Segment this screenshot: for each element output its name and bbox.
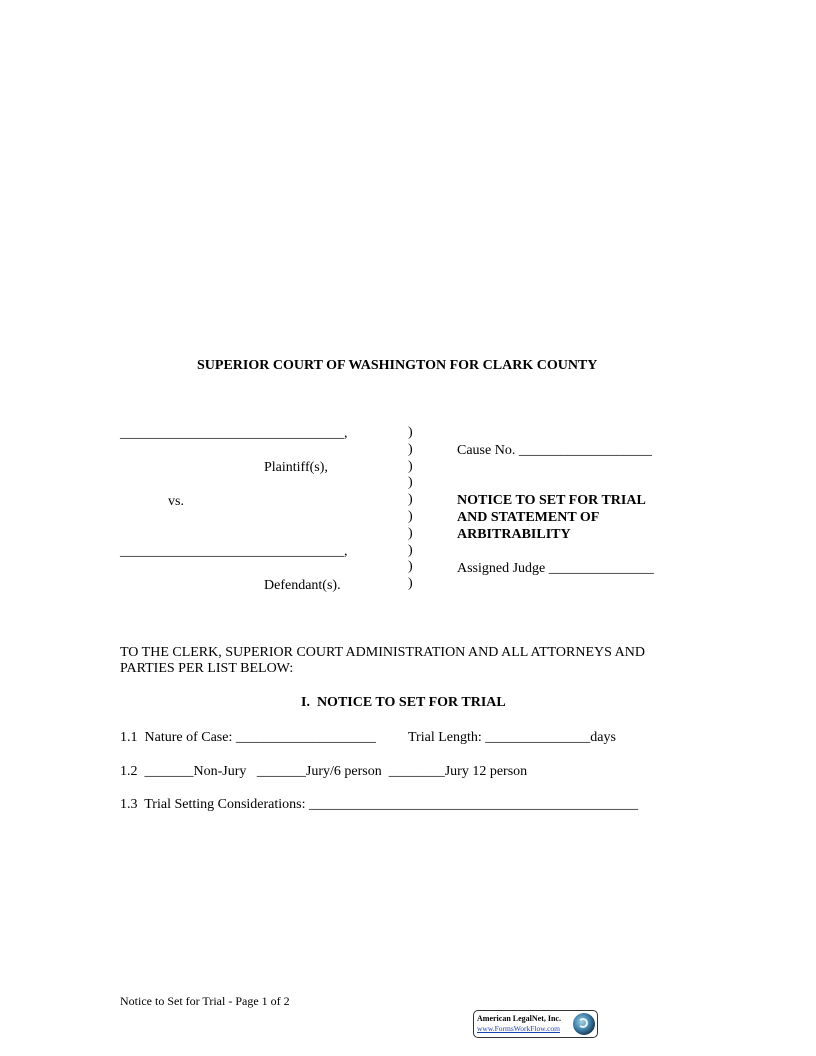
trial-setting-considerations: 1.3 Trial Setting Considerations: _______________________________________________ — [120, 797, 639, 812]
caption-paren: ) — [408, 542, 413, 558]
document-title-line-2: AND STATEMENT OF — [457, 510, 600, 525]
nature-of-case: 1.1 Nature of Case: ____________________ — [120, 730, 376, 745]
cause-number: Cause No. ___________________ — [457, 443, 652, 458]
caption-paren: ) — [408, 525, 413, 541]
caption-paren: ) — [408, 425, 413, 440]
caption-paren: ) — [408, 559, 413, 575]
logo-company-name: American LegalNet, Inc. — [477, 1014, 561, 1023]
jury-options: 1.2 _______Non-Jury _______Jury/6 person ________Jury 12 person — [120, 764, 528, 779]
defendant-name-line: ________________________________, — [120, 544, 348, 559]
section-heading: I. NOTICE TO SET FOR TRIAL — [301, 695, 506, 710]
american-legalnet-logo[interactable] — [473, 1010, 598, 1038]
plaintiff-name-line: ________________________________, — [120, 426, 348, 441]
caption-paren: ) — [408, 576, 413, 592]
plaintiff-label: Plaintiff(s), — [264, 460, 328, 475]
document-title-line-3: ARBITRABILITY — [457, 527, 571, 542]
caption-paren: ) — [408, 508, 413, 524]
caption-paren: ) — [408, 458, 413, 474]
caption-paren-column — [408, 425, 418, 593]
page-footer-label: Notice to Set for Trial - Page 1 of 2 — [120, 994, 290, 1008]
vs-label: vs. — [168, 494, 184, 509]
caption-paren: ) — [408, 492, 413, 508]
document-title-line-1: NOTICE TO SET FOR TRIAL — [457, 493, 646, 508]
address-line-2: PARTIES PER LIST BELOW: — [120, 661, 294, 676]
caption-paren: ) — [408, 475, 413, 491]
globe-icon — [573, 1013, 595, 1035]
logo-website-link[interactable]: www.FormsWorkFlow.com — [477, 1024, 561, 1033]
assigned-judge: Assigned Judge _______________ — [457, 561, 654, 576]
address-line-1: TO THE CLERK, SUPERIOR COURT ADMINISTRATION AND ALL ATTORNEYS AND — [120, 645, 645, 660]
trial-length: Trial Length: _______________days — [408, 730, 616, 745]
court-title: SUPERIOR COURT OF WASHINGTON FOR CLARK COUNTY — [197, 358, 598, 373]
caption-paren: ) — [408, 441, 413, 457]
defendant-label: Defendant(s). — [264, 578, 341, 593]
